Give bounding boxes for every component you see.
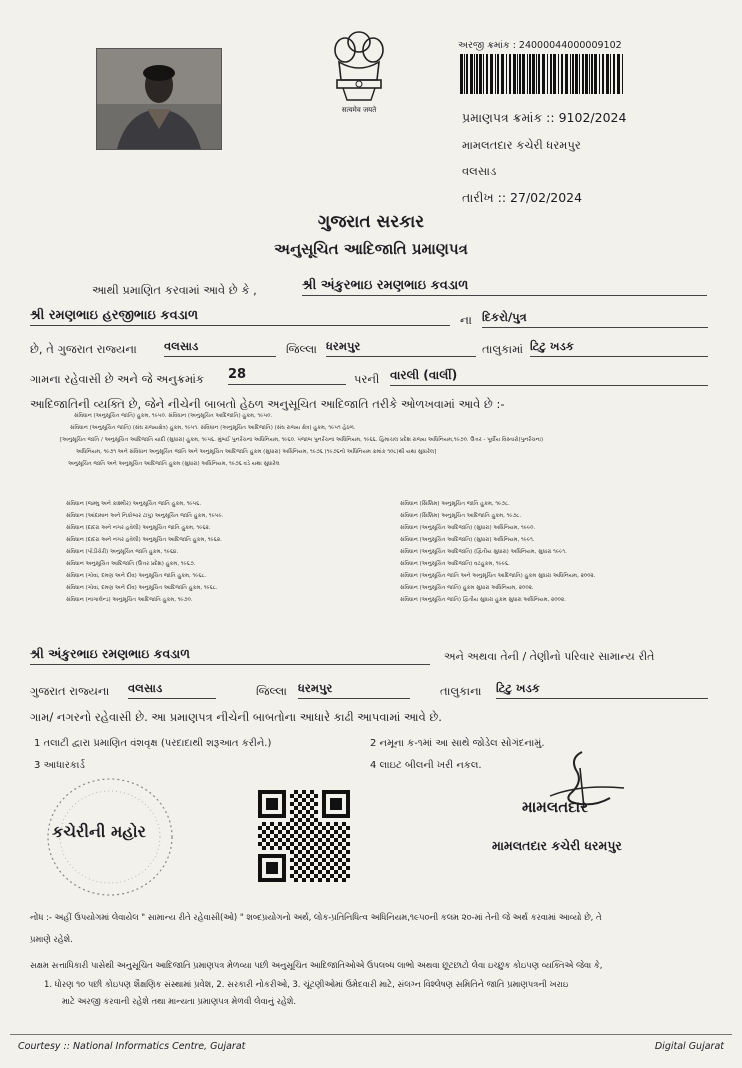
list-item: સંવિધાન (પોંડીચેરી) અનુસૂચિત જાતિ હુકમ, ૧૯૬૪. xyxy=(66,549,179,555)
resident-label: ગામના રહેવાસી છે અને જે અનુક્રમાંક xyxy=(30,372,205,386)
issuing-office: મામલતદાર કચેરી ધરમપુર xyxy=(462,138,581,152)
signatory-office: મામલતદાર કચેરી ધરમપુર xyxy=(492,838,622,853)
certify-text: આથી પ્રમાણિત કરવામાં આવે છે કે , xyxy=(92,283,257,297)
footer xyxy=(10,1034,732,1065)
list-item: સંવિધાન (અનુસૂચિત આદિજાતિ) (દ્વિતીય સુધારા) અધિનિયમ, સુધારા ૧૯૯૧. xyxy=(400,549,567,555)
note-verification-cont: માટે અરજી કરવાની રહેશે તથા માન્યતા પ્રમાણપત્ર મેળવી લેવાનું રહેશે. xyxy=(62,996,297,1006)
list-item: સંવિધાન (ગોવા, દમણ અને દીવ) અનુસૂચિત આદિજાતિ હુકમ, ૧૯૬૮. xyxy=(66,585,218,591)
certificate-number-value: 9102/2024 xyxy=(558,110,627,125)
note-verification: 1. ધોરણ ૧૦ પછી કોઇપણ શૈક્ષણિક સંસ્થામાં પ્રવેશ, 2. સરકારી નોકરીઓ, 3. ચૂંટણીઓમાં ઉમેદવારી માટે, સંલગ્ન વિશ્લેષણ સમિતિને જાતિ પ્રમાણપત્રની ખરાઇ xyxy=(44,979,569,989)
orders-intro-line: અનુસૂચિત જાતિ અને અનુસૂચિત આદિજાતિ હુકમ (સુધારા) અધિનિયમ, ૧૯૭૬ વડે યથા સુધારેલ xyxy=(68,461,280,467)
applicant-name: શ્રી અંકુરભાઇ રમણભાઇ કવડાળ xyxy=(302,278,707,296)
orders-intro-line: અધિનિયમ, ૧૯૭૧ અને સંવિધાન અનુસૂચિત જાતિ અને અનુસૂચિત આદિજાતિ હુકમ (સુધારા) અધિનિયમ, ૧૯૭૬ (૧૯૭૬નો અધિનિયમ ક્રમાંક ૧૦૮)થી યથા સુધારેલ] xyxy=(76,449,437,455)
list-item: સંવિધાન (સિક્કિમ) અનુસૂચિત આદિજાતિ હુકમ, ૧૯૭૮. xyxy=(400,513,522,519)
orders-intro xyxy=(60,410,720,470)
applicant-photo-icon xyxy=(97,49,221,149)
orders-intro-line: [અનુસૂચિત જાતિ / અનુસૂચિત આદિજાતિ યાદી (સુધારા) હુકમ, ૧૯૫૬. મુંબઈ પુનર્રચના અધિનિયમ, ૧૯૬૦. પંજાબ પુનર્રચના અધિનિયમ, ૧૯૬૬. હિમાચલ પ્રદેશ રાજ્ય અધિનિયમ,૧૯૭૦. ઉત્તર - પૂર્વીય વિસ્તારો(પુનર્રચના) xyxy=(60,437,544,443)
relation-value: દિકરો/પુત્ર xyxy=(482,310,708,328)
list-item: સંવિધાન (અનુસૂચિત આદિજાતિ) (સુધારા) અધિનિયમ, ૧૯૯૦. xyxy=(400,525,536,531)
state-emblem xyxy=(322,26,396,124)
applicant-photo xyxy=(96,48,222,150)
qr-code xyxy=(258,790,350,882)
note-usual-resident: નોંધ :- અહીં ઉપયોગમાં લેવાયેલ " સામાન્ય રીતે રહેવાસી(ઓ) " શબ્દપ્રયોગનો અર્થ, લોક-પ્રતિનિધિત્વ અધિનિયમ,૧૯૫૦ની કલમ ૨૦-માં તેની જે અર્થ કરવામાં આવ્યો છે, તે xyxy=(30,912,602,922)
tribe-value: વારલી (વાર્લી) xyxy=(390,368,708,386)
certificate-number xyxy=(462,110,626,126)
family-state-label: ગુજરાત રાજ્યના xyxy=(30,684,110,698)
parent-name: શ્રી રમણભાઇ હરજીભાઇ કવડાળ xyxy=(30,308,450,326)
family-taluka-label: તાલુકાના xyxy=(440,684,482,698)
family-district-label: જિલ્લા xyxy=(256,684,287,698)
list-item: સંવિધાન અનુસૂચિત આદિજાતિ (ઉત્તર પ્રદેશ) હુકમ, ૧૯૬૭. xyxy=(66,561,196,567)
family-village-value: ટિટુ ખડક xyxy=(496,681,708,699)
document-item: 2 નમૂના ક-૧માં આ સાથે જોડેલ સોગંદનામું. xyxy=(370,738,545,749)
relation-label: ના xyxy=(460,313,472,327)
issue-date xyxy=(462,190,582,206)
list-item: સંવિધાન (અનુસૂચિત આદિજાતિ) (સુધારા) અધિનિયમ, ૧૯૯૧. xyxy=(400,537,535,543)
family-text: અને અથવા તેની / તેણીનો પરિવાર સામાન્ય રીતે xyxy=(444,650,655,663)
district-value: વલસાડ xyxy=(164,339,276,357)
village-value: ટિટુ ખડક xyxy=(530,339,708,357)
district-label: જિલ્લા xyxy=(286,342,317,356)
state-label: છે, તે ગુજરાત રાજ્યના xyxy=(30,342,137,356)
list-item: સંવિધાન (સિક્કિમ) અનુસૂચિત જાતિ હુકમ, ૧૯૭૮. xyxy=(400,501,510,507)
title-certificate: અનુસૂચિત આદિજાતિ પ્રમાણપત્ર xyxy=(274,240,468,258)
tribe-label: પરની xyxy=(354,372,380,386)
tribe-text: આદિજાતિની વ્યક્તિ છે, જેને નીચેની બાબતો હેઠળ અનુસૂચિત આદિજાતિ તરીકે ઓળખવામાં આવે છે :- xyxy=(30,397,505,411)
issue-date-label: તારીખ :: xyxy=(462,190,511,205)
note-eligibility: સક્ષમ સત્તાધિકારી પાસેથી અનુસૂચિત આદિજાતિ પ્રમાણપત્ર મેળવ્યા પછી અનુસૂચિત આદિજાતિઓએ ઉપલબ્ધ લાભો અથવા છૂટછાટો લેવા ઇચ્છુક કોઇપણ વ્યક્તિએ જેવા કે, xyxy=(30,960,603,970)
document-item: 4 લાઇટ બીલની ખરી નકલ. xyxy=(370,760,482,771)
list-item: સંવિધાન (દાદરા અને નગર હવેલી) અનુસૂચિત જાતિ હુકમ, ૧૯૬૨. xyxy=(66,525,211,531)
note-usual-resident-cont: પ્રમાણે રહેશે. xyxy=(30,934,73,944)
taluka-label: તાલુકામાં xyxy=(482,342,524,356)
list-item: સંવિધાન (અનુસૂચિત જાતિ અને અનુસૂચિત આદિજાતિ) હુકમ સુધારા અધિનિયમ, ૨૦૦૨. xyxy=(400,573,596,579)
family-name: શ્રી અંકુરભાઇ રમણભાઇ કવડાળ xyxy=(30,646,430,665)
list-item: સંવિધાન (દાદરા અને નગર હવેલી) અનુસૂચિત આદિજાતિ હુકમ, ૧૯૬૨. xyxy=(66,537,222,543)
issuing-district: વલસાડ xyxy=(462,164,497,178)
list-item: સંવિધાન (અનુસૂચિત આદિજાતિ) વટહુકમ, ૧૯૯૬. xyxy=(400,561,510,567)
list-item: સંવિધાન (આંદામાન અને નિકોબાર ટાપુ) અનુસૂચિત જાતિ હુકમ, ૧૯૫૯. xyxy=(66,513,224,519)
application-number-value: 24000044000009102 xyxy=(518,40,622,51)
state-emblem-icon xyxy=(329,26,389,104)
title-government: ગુજરાત સરકાર xyxy=(317,212,425,232)
document-item: 3 આધારકાર્ડ xyxy=(34,760,85,771)
application-number-label: અરજી ક્રમાંક : xyxy=(458,40,516,51)
list-item: સંવિધાન (અનુસૂચિત જાતિ) દ્વિતીય સુધારા હુકમ સુધારા અધિનિયમ, ૨૦૦૨. xyxy=(400,597,566,603)
barcode xyxy=(458,54,628,94)
basis-text: ગામ/ નગરનો રહેવાસી છે. આ પ્રમાણપત્ર નીચેની બાબતોના આધારે કાઢી આપવામાં આવે છે. xyxy=(30,710,442,724)
emblem-caption: सत्यमेव जयते xyxy=(341,106,377,114)
list-item: સંવિધાન (નાગાલેન્ડ) અનુસૂચિત આદિજાતિ હુકમ, ૧૯૭૦. xyxy=(66,597,193,603)
seal-text: કચેરીની મહોર xyxy=(52,822,146,841)
footer-courtesy: Courtesy :: National Informatics Centre, Gujarat xyxy=(18,1041,246,1052)
application-number xyxy=(458,40,622,51)
signatory-title: મામલતદાર xyxy=(522,798,588,816)
list-item: સંવિધાન (જમ્મુ અને કાશ્મીર) અનુસૂચિત જાતિ હુકમ, ૧૯૫૬. xyxy=(66,501,202,507)
orders-right-list xyxy=(400,498,720,606)
family-taluka-value: ધરમપુર xyxy=(298,681,410,699)
family-district-value: વલસાડ xyxy=(128,681,216,699)
list-item: સંવિધાન (અનુસૂચિત જાતિ) હુકમ સુધારા અધિનિયમ, ૨૦૦૨. xyxy=(400,585,534,591)
qr-code-icon xyxy=(258,790,350,882)
certificate-number-label: પ્રમાણપત્ર ક્રમાંક :: xyxy=(462,110,559,125)
footer-brand: Digital Gujarat xyxy=(654,1041,724,1052)
barcode-icon xyxy=(458,54,628,94)
document-item: 1 તલાટી દ્વારા પ્રમાણિત વંશવૃક્ષ (પરદાદાથી શરૂઆત કરીને.) xyxy=(34,738,272,749)
orders-intro-line: સંવિધાન (અનુસૂચિત જાતિ) હુકમ, ૧૯૫૦. સંવિધાન (અનુસૂચિત આદિજાતિ) હુકમ, ૧૯૫૦. xyxy=(74,413,273,419)
taluka-value: ધરમપુર xyxy=(326,339,476,357)
orders-left-list xyxy=(66,498,366,606)
issue-date-value: 27/02/2024 xyxy=(510,190,583,205)
list-item: સંવિધાન (ગોવા, દમણ અને દીવ) અનુસૂચિત જાતિ હુકમ, ૧૯૬૮. xyxy=(66,573,207,579)
serial-number: 28 xyxy=(228,367,346,385)
orders-intro-line: સંવિધાન (અનુસૂચિત જાતિ) (સંઘ રાજ્યક્ષેત્ર) હુકમ, ૧૯૫૧. સંવિધાન (અનુસૂચિત આદિજાતિ) (સંઘ રાજ્ય ક્ષેત્ર) હુકમ, ૧૯૫૧ હેઠળ. xyxy=(70,425,356,431)
